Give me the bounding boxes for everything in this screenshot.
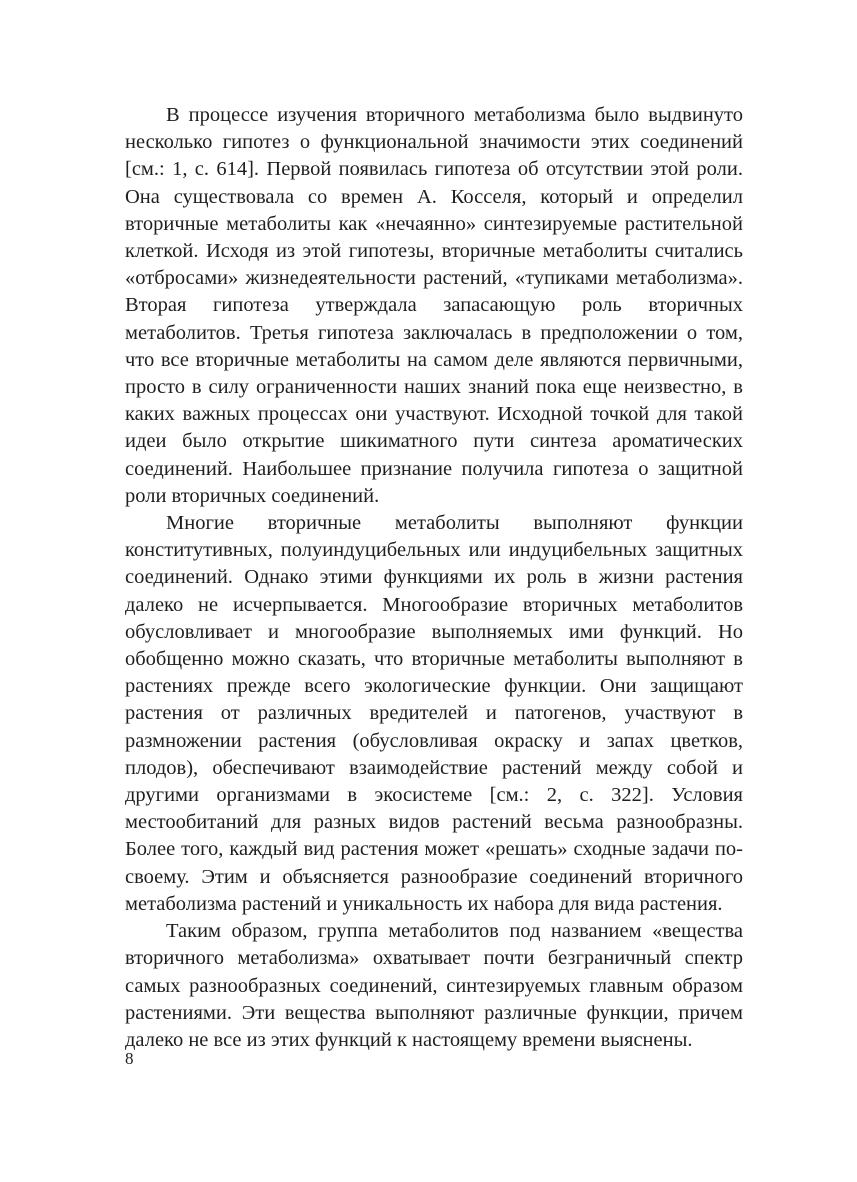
paragraph-conclusion: Таким образом, группа метаболитов под названием «вещества вторичного метаболизма» охватывает почти безграничный спектр самых разнообразных соединений, синтезируемых главным образом растениями. Эти вещества выполняют различные функции, причем далеко не все из этих функций к настоящему времени выяснены. (125, 920, 743, 1051)
paragraph-hypotheses: В процессе изучения вторичного метаболизма было выдвинуто несколько гипотез о функциональной значимости этих соединений [см.: 1, с. 614]. Первой появилась гипотеза об отсутствии этой роли. Она существовала со времен А. Косселя, который и определил вторичные метаболиты как «нечаянно» синтезируемые растительной клеткой. Исходя из этой гипотезы, вторичные метаболиты считались «отбросами» жизнедеятельности растений, «тупиками метаболизма». Вторая гипотеза утверждала запасающую роль вторичных метаболитов. Третья гипотеза заключалась в предположении о том, что все вторичные метаболиты на самом деле являются первичными, просто в силу ограниченности наших знаний пока еще неизвестно, в каких важных процессах они участвуют. Исходной точкой для такой идеи было открытие шикиматного пути синтеза ароматических соединений. Наибольшее признание получила гипотеза о защитной роли вторичных соединений. (125, 104, 743, 507)
page-number: 8 (125, 1049, 134, 1068)
page-body (125, 102, 743, 1054)
paragraph-functions: Многие вторичные метаболиты выполняют функции конститутивных, полуиндуцибельных или индуцибельных защитных соединений. Однако этими функциями их роль в жизни растения далеко не исчерпывается. Многообразие вторичных метаболитов обусловливает и многообразие выполняемых ими функций. Но обобщенно можно сказать, что вторичные метаболиты выполняют в растениях прежде всего экологические функции. Они защищают растения от различных вредителей и патогенов, участвуют в размножении растения (обусловливая окраску и запах цветков, плодов), обеспечивают взаимодействие растений между собой и другими организмами в экосистеме [см.: 2, с. 322]. Условия местообитаний для разных видов растений весьма разнообразны. Более того, каждый вид растения может «решать» сходные задачи по-своему. Этим и объясняется разнообразие соединений вторичного метаболизма растений и уникальность их набора для вида растения. (125, 512, 743, 915)
